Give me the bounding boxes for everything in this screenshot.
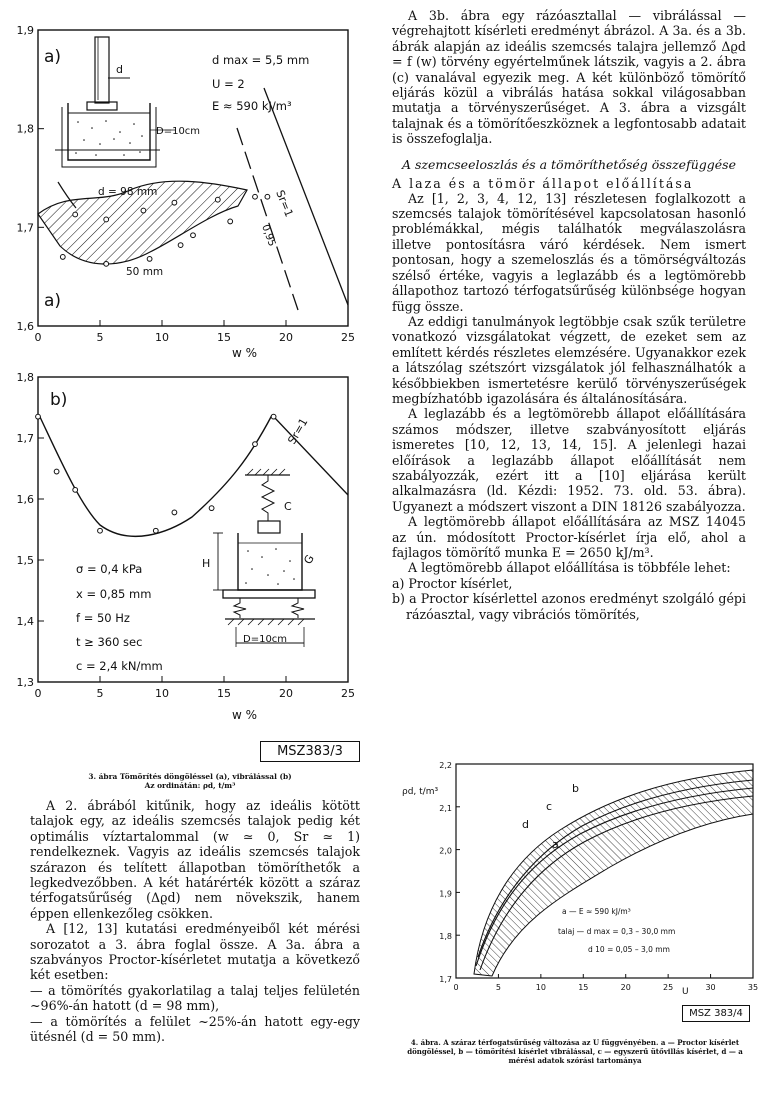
label-D-10cm: D=10cm xyxy=(156,126,201,137)
x-tick-label: 10 xyxy=(155,687,169,700)
data-point xyxy=(73,487,78,492)
data-point xyxy=(253,194,258,199)
x-tick-label: 15 xyxy=(217,687,231,700)
y-tick-label: 1,7 xyxy=(439,975,452,984)
y-tick-label: 1,6 xyxy=(16,320,34,333)
data-point xyxy=(191,233,196,238)
label-sr095: 0,95 xyxy=(259,223,278,248)
y-tick-label: 1,7 xyxy=(16,432,34,445)
data-point xyxy=(153,528,158,533)
label-e: E ≈ 590 kJ/m³ xyxy=(212,99,292,113)
data-point xyxy=(172,200,177,205)
right-paragraph-4: A leglazább és a legtömörebb állapot előállítására számos módszer, illetve szabványosított eljárás ismeretes [10, 12, 13, 14, 15]. A jelenlegi hazai előírások a leglazább állapot előállítását nem szabályozzák, ezért itt a [10] eljárása került alkalmazásra (ld. Kézdi: 1952. 73. old. 53. ábra). Ugyanezt a módszert viszont a DIN 18126 szabályozza. xyxy=(392,406,746,514)
label-u: U = 2 xyxy=(212,77,245,91)
label-50mm: 50 mm xyxy=(126,266,164,278)
legend-line-3: d 10 = 0,05 – 3,0 mm xyxy=(588,945,670,954)
sr-095-line xyxy=(237,128,298,310)
panel-label-a-bottom: a) xyxy=(44,291,62,311)
proctor-mold-sketch xyxy=(55,37,176,167)
figure-3b xyxy=(0,365,370,725)
stamp-msz383-3: MSZ383/3 xyxy=(260,741,360,762)
subsection-heading: A laza és a tömör állapot előállítása xyxy=(392,175,694,191)
figure-3-caption xyxy=(20,772,360,790)
label-G: G xyxy=(301,552,317,567)
figure-4 xyxy=(400,752,760,1028)
legend-line-1: a — E ≈ 590 kJ/m³ xyxy=(562,907,631,916)
x-tick-label: 35 xyxy=(747,983,759,992)
x-tick-label: 20 xyxy=(279,687,293,700)
curve-label-a: a xyxy=(552,838,559,851)
data-point xyxy=(215,197,220,202)
y-tick-label: 2,0 xyxy=(439,846,452,856)
label-t: t ≥ 360 sec xyxy=(76,635,143,649)
label-C: C xyxy=(284,500,292,513)
plot-frame xyxy=(38,30,348,326)
right-paragraph-6: A legtömörebb állapot előállítása is többféle lehet: xyxy=(408,560,731,576)
data-point xyxy=(36,414,41,419)
label-d-small: d xyxy=(116,63,123,76)
data-point xyxy=(98,528,103,533)
panel-label-a: a) xyxy=(44,47,62,67)
x-tick-label: 10 xyxy=(535,983,546,992)
right-column-text xyxy=(392,8,746,622)
legend-line-2: talaj — d max = 0,3 – 30,0 mm xyxy=(558,927,676,936)
data-point xyxy=(60,255,65,260)
curve-label-d: d xyxy=(522,818,529,831)
data-point xyxy=(178,243,183,248)
y-tick-label: 1,5 xyxy=(16,554,34,567)
y-tick-label: 2,1 xyxy=(439,803,452,813)
curve-label-c: c xyxy=(546,800,553,813)
stamp-msz383-4: MSZ 383/4 xyxy=(682,1005,750,1022)
data-point xyxy=(228,219,233,224)
y-axis-label-4: ρd, t/m³ xyxy=(402,787,439,797)
left-bullet-1: — a tömörítés gyakorlatilag a talaj teljes felületén ~96%-án hatott (d = 98 mm), xyxy=(30,982,360,1014)
y-tick-label: 1,3 xyxy=(16,676,34,689)
curve-label-b: b xyxy=(572,782,579,795)
x-tick-label: 10 xyxy=(155,331,169,344)
y-tick-label: 1,9 xyxy=(16,24,34,37)
x-tick-label: 5 xyxy=(96,331,104,344)
x-tick-label: 20 xyxy=(279,331,293,344)
left-paragraph-1: A 2. ábrából kitűnik, hogy az ideális kötött talajok egy, az ideális szemcsés talajok pedig két optimális víztartalommal (w ≃ 0, Sr ≃ 1) rendelkeznek. Vagyis az ideális szemcsés talajok szárazon és telített állapotban tömöríthetők a legkedvezőbben. A két határérték között a száraz térfogatsűrűség (Δϱd) nem növekszik, hanem éppen ellenkezőleg csökken. xyxy=(30,798,360,921)
label-c: c = 2,4 kN/mm xyxy=(76,659,163,673)
x-tick-label: 25 xyxy=(341,687,355,700)
list-item-a: a) Proctor kísérlet, xyxy=(392,575,513,591)
data-point xyxy=(271,414,276,419)
label-f: f = 50 Hz xyxy=(76,611,130,625)
left-bullet-2: — a tömörítés a felület ~25%-án hatott egy-egy ütésnél (d = 50 mm). xyxy=(30,1013,360,1045)
label-sr1-b: Sr=1 xyxy=(285,415,311,447)
data-point xyxy=(147,257,152,262)
x-tick-label: 15 xyxy=(578,983,589,992)
right-paragraph-5: A legtömörebb állapot előállítására az MSZ 14045 az ún. módosított Proctor-kísérlet írja elő, ahol a fajlagos tömörítő munka E = 2650 kJ/m³. xyxy=(392,514,746,560)
list-item-b: b) a Proctor kísérlettel azonos eredményt szolgáló gépi rázóasztal, vagy vibrációs tömörítés, xyxy=(392,591,746,622)
y-tick-label: 1,6 xyxy=(16,493,34,506)
panel-label-b: b) xyxy=(50,390,68,410)
x-tick-label: 30 xyxy=(705,983,716,992)
compaction-curve-b xyxy=(40,415,272,536)
x-axis-label: w % xyxy=(232,346,258,360)
right-paragraph-2: Az [1, 2, 3, 4, 12, 13] részletesen foglalkozott a szemcsés talajok tömörítésével kapcsolatosan hasonló problémákkal, mégis találhatók megválaszolásra illetve pontosításra váró kérdések. Nem ismert pontosan, hogy a szemeloszlás és a tömörségváltozás szélső értéke, vagyis a leglazább és a legtömörebb állapothoz tartozó térfogatsűrűség különbsége hogyan függ össze. xyxy=(392,190,746,314)
label-dmax: d max = 5,5 mm xyxy=(212,53,310,67)
x-axis-label: w % xyxy=(232,708,258,722)
x-tick-label: 0 xyxy=(34,331,42,344)
label-d98: d = 98 mm xyxy=(98,186,158,198)
right-paragraph-3: Az eddigi tanulmányok legtöbbje csak szűk területre vonatkozó vizsgálatokat végzett, de ezeket sem az említett kérdés részletes elemzésére. Ugyanakkor ezek a látszólag szétszórt vizsgálatok jól felhasználhatók a későbbiekben ismertetésre kerülő törvényszerűségek megbízhatóbb igazolására és általánosítására. xyxy=(392,313,746,406)
x-axis-label-4: U xyxy=(682,987,689,997)
y-tick-label: 1,4 xyxy=(16,615,34,628)
data-point xyxy=(265,194,270,199)
figure-3a xyxy=(0,0,370,365)
label-sr1: Sr=1 xyxy=(273,188,296,219)
vibration-table-sketch xyxy=(213,469,315,647)
data-point xyxy=(73,212,78,217)
x-tick-label: 25 xyxy=(663,983,674,992)
data-point xyxy=(253,442,258,447)
data-point xyxy=(141,208,146,213)
data-point xyxy=(209,506,214,511)
figure-4-caption: 4. ábra. A száraz térfogatsűrűség változása az U függvényében. a — Proctor kísérlet döngöléssel, b — tömörítési kísérlet vibrálással, c — egyszerű ütővillás kísérlet, d — a mérési adatok szórási tartománya xyxy=(407,1038,743,1065)
data-point xyxy=(104,261,109,266)
x-tick-label: 5 xyxy=(96,687,104,700)
section-heading: A szemcseeloszlás és a tömöríthetőség összefüggése xyxy=(402,156,736,172)
caption-line-2: Az ordinátán: ρd, t/m³ xyxy=(144,781,236,790)
y-tick-label: 1,8 xyxy=(16,122,34,136)
sr-1-line-b xyxy=(274,417,348,495)
left-column-text xyxy=(30,798,360,1045)
data-point xyxy=(172,510,177,515)
label-D-10cm-b: D=10cm xyxy=(243,634,288,645)
label-H: H xyxy=(202,557,211,570)
y-tick-label: 1,9 xyxy=(439,889,452,899)
y-tick-label: 1,8 xyxy=(439,932,452,942)
data-point xyxy=(104,217,109,222)
data-point xyxy=(54,469,59,474)
x-tick-label: 25 xyxy=(341,331,355,344)
label-sigma: σ = 0,4 kPa xyxy=(76,562,143,576)
caption-line-1: 3. ábra Tömörítés döngöléssel (a), vibrálással (b) xyxy=(88,772,292,781)
right-paragraph-1: A 3b. ábra egy rázóasztallal — vibrálással — végrehajtott kísérleti eredményt ábrázol. A 3a. és a 3b. ábrák alapján az ideális szemcsés talajra jellemző Δϱd = f (w) törvény egyértelműnek látszik, vagyis a 2. ábra (c) vanalával egyezik meg. A két különböző tömörítő eljárás közül a vibrálás hatása sokkal világosabban mutatja a törvényszerűséget. A 3. ábra a vizsgált talajnak és a tömörítőeszköznek a legfontosabb adatait is összefoglalja. xyxy=(392,8,746,147)
x-tick-label: 5 xyxy=(495,983,501,992)
label-x: x = 0,85 mm xyxy=(76,587,152,601)
x-tick-label: 0 xyxy=(34,687,42,700)
x-tick-label: 20 xyxy=(620,983,631,992)
x-tick-label: 0 xyxy=(453,983,459,992)
y-tick-label: 1,8 xyxy=(16,371,34,384)
y-tick-label: 1,7 xyxy=(16,221,34,235)
y-tick-label: 2,2 xyxy=(439,761,452,770)
x-tick-label: 15 xyxy=(217,331,231,344)
left-paragraph-2: A [12, 13] kutatási eredményeiből két mérési sorozatot a 3. ábra foglal össze. A 3a. ábra a szabványos Proctor-kísérletet mutatja a következő két esetben: xyxy=(30,921,360,983)
